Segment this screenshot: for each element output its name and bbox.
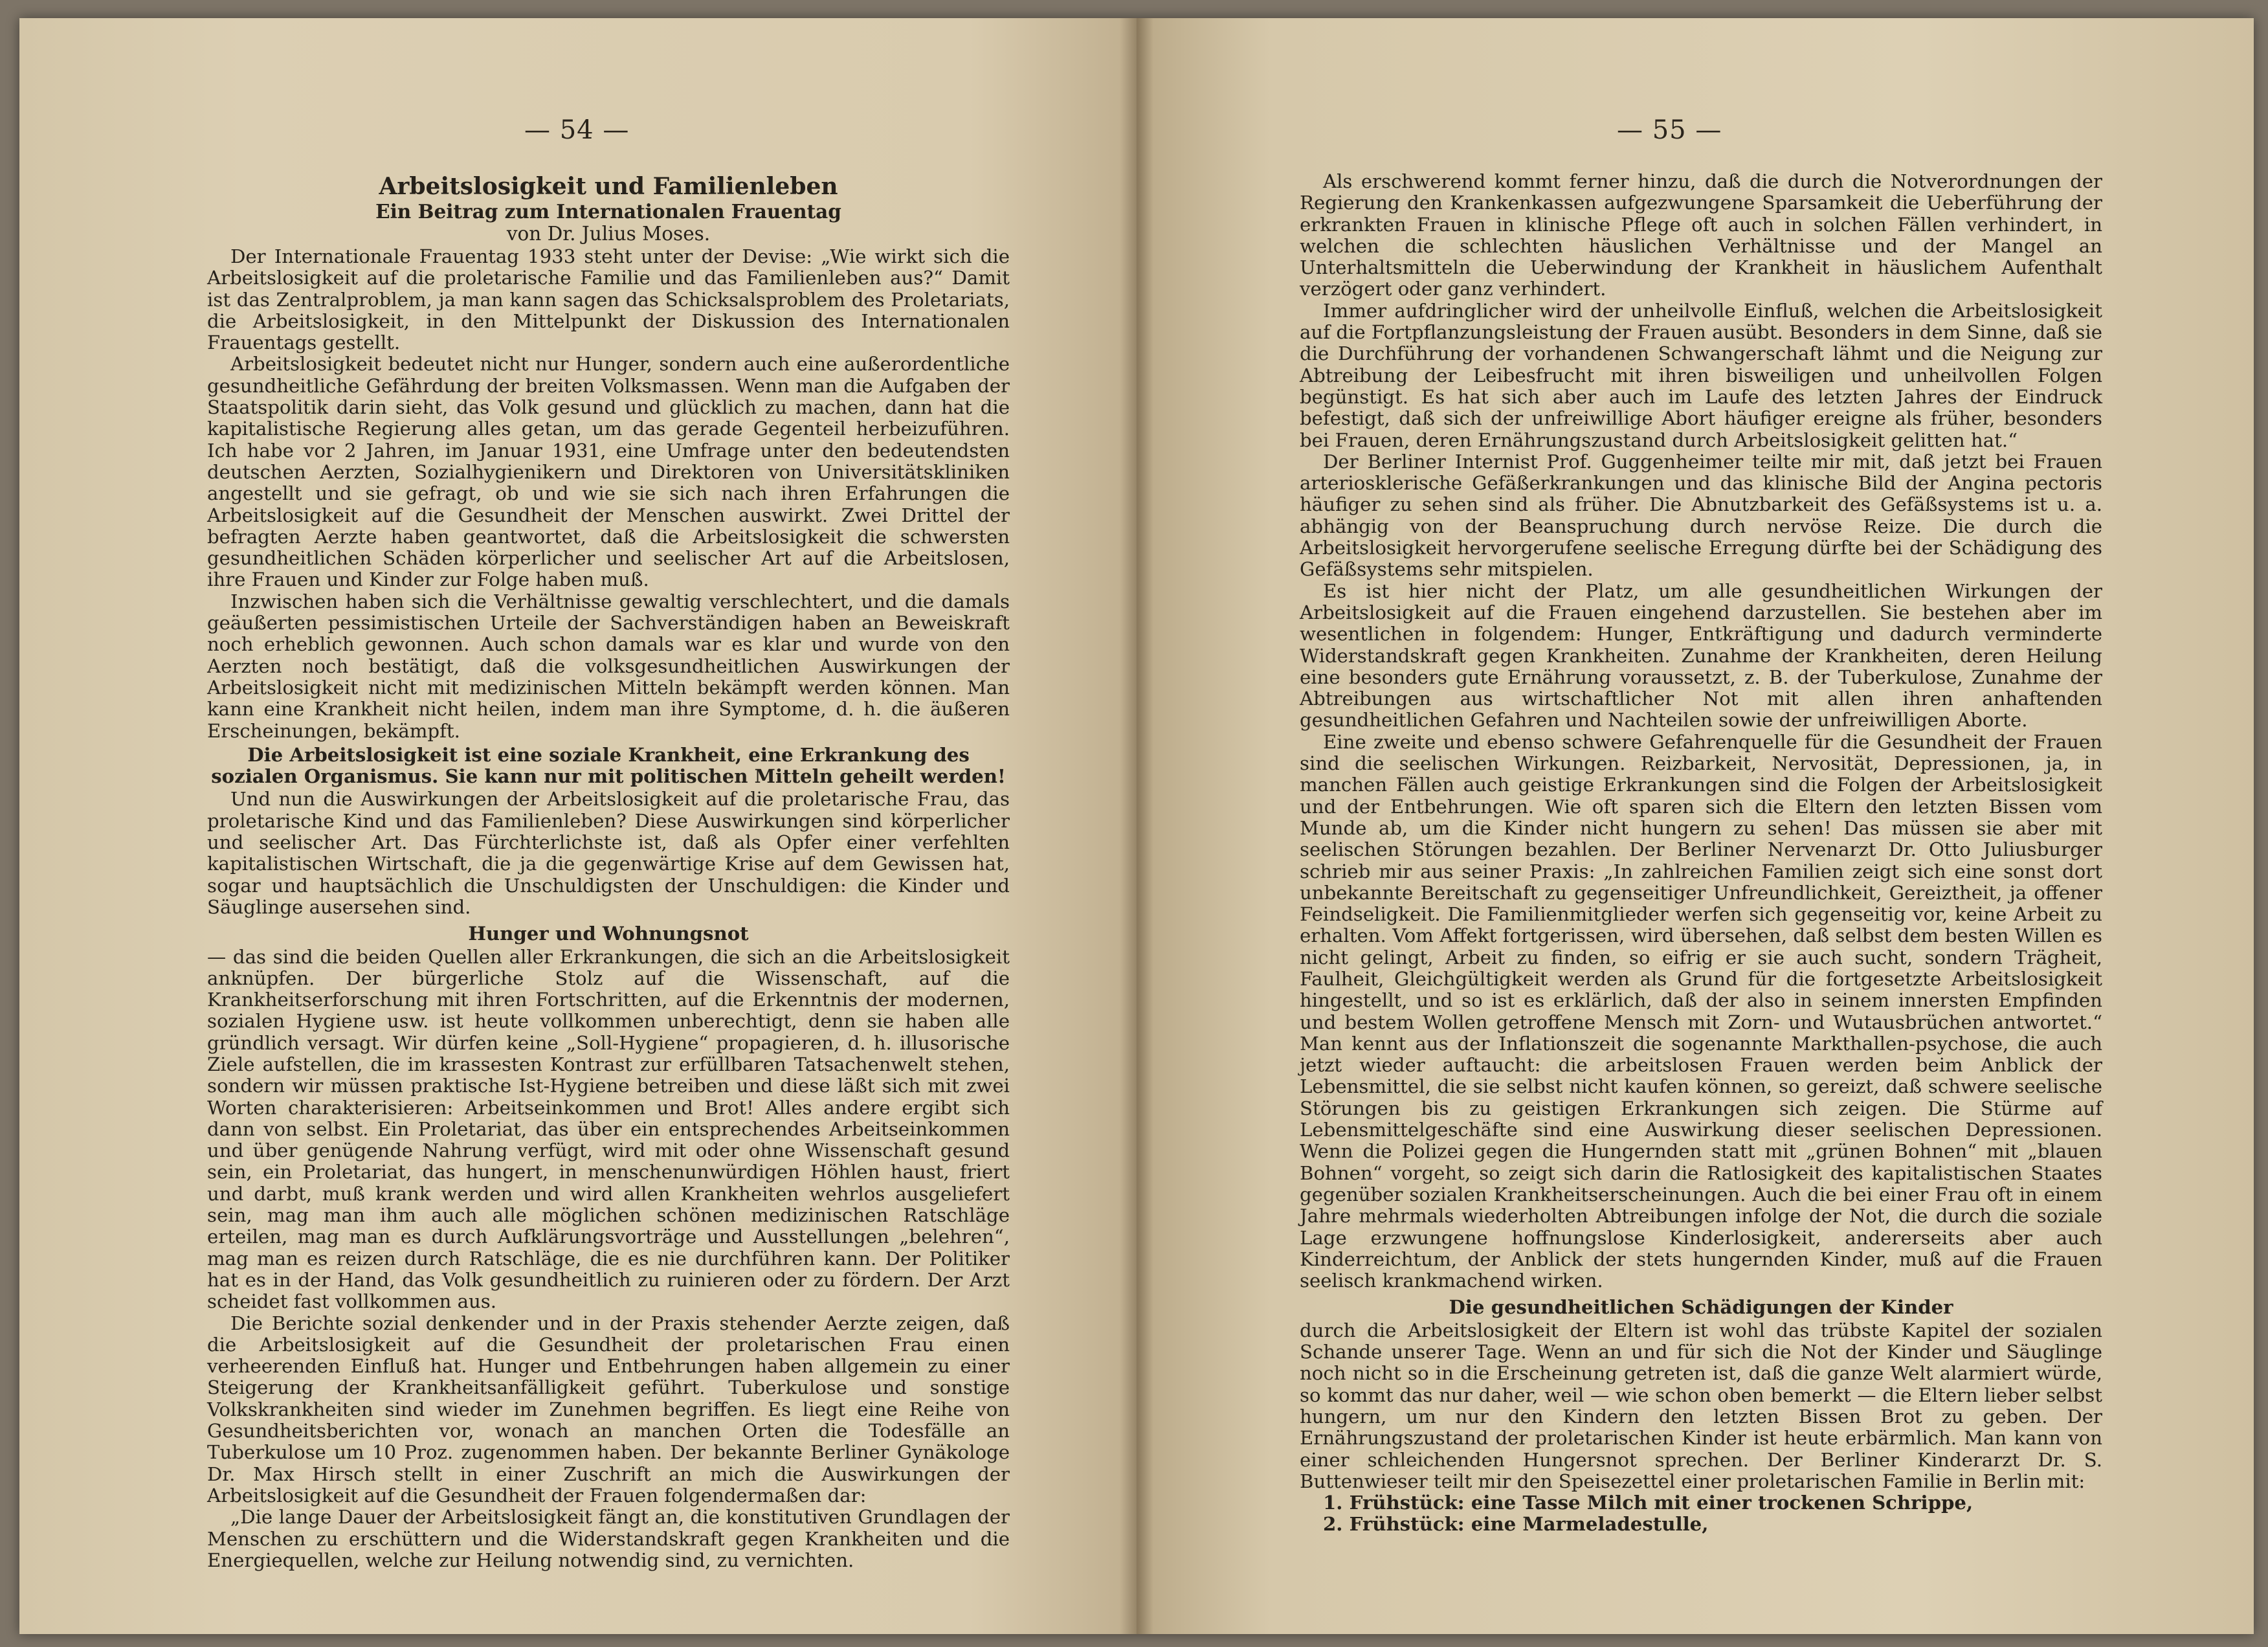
article-title: Arbeitslosigkeit und Familienleben [379,173,838,200]
page-55 [1137,18,2254,1634]
paragraph: Die Berichte sozial denkender und in der Praxis stehender Aerzte zeigen, daß die Arbeitslosigkeit auf die Gesundheit der proletarischen Frau einen verheerenden Einfluß hat. Hunger und Entbehrungen haben allgemein zu einer Steigerung der Krankheitsanfälligkeit geführt. Tuberkulose und sonstige Volkskrankheiten sind wieder im Zunehmen begriffen. Es liegt eine Reihe von Gesundheitsberichten vor, wonach an manchen Orten die Todesfälle an Tuberkulose um 10 Proz. zugenommen haben. Der bekannte Berliner Gynäkologe Dr. Max Hirsch stellt in einer Zuschrift an mich die Auswirkungen der Arbeitslosigkeit auf die Gesundheit der Frauen folgendermaßen dar: [207,1312,1010,1507]
book-gutter [1120,18,1153,1634]
page-number: — 55 — [1617,115,1722,145]
bold-statement: Die Arbeitslosigkeit ist eine soziale Krankheit, eine Erkrankung des sozialen Organismus. Sie kann nur mit politischen Mitteln geheilt werden! [211,743,1006,788]
page-number: — 54 — [524,115,630,145]
page-54 [19,18,1137,1634]
paragraph: Der Berliner Internist Prof. Guggenheimer teilte mir mit, daß jetzt bei Frauen arteriosklerische Gefäßerkrankungen und das klinische Bild der Angina pectoris häufiger zu sehen sind als früher. Die Abnutzbarkeit des Gefäßsystems ist u. a. abhängig von der Beanspruchung durch nervöse Reize. Die durch die Arbeitslosigkeit hervorgerufene seelische Erregung dürfte bei der Schädigung des Gefäßsystems sehr mitspielen. [1300,450,2102,581]
list-item: 2. Frühstück: eine Marmeladestulle, [1323,1513,1709,1536]
section-heading: Die gesundheitlichen Schädigungen der Kinder [1449,1296,1953,1319]
quote-paragraph: „Die lange Dauer der Arbeitslosigkeit fängt an, die konstitutiven Grundlagen der Menschen zu erschüttern und die Widerstandskraft gegen Krankheiten und die Energiequellen, welche zur Heilung notwendig sind, zu vernichten. [207,1506,1010,1571]
paragraph: Eine zweite und ebenso schwere Gefahrenquelle für die Gesundheit der Frauen sind die seelischen Wirkungen. Reizbarkeit, Nervosität, Depressionen, ja, in manchen Fällen auch geistige Erkrankungen sind die Folgen der Arbeitslosigkeit und der Entbehrungen. Wie oft sparen sich die Eltern den letzten Bissen vom Munde ab, um die Kinder nicht hungern zu sehen! Das müssen sie aber mit seelischen Störungen bezahlen. Der Berliner Nervenarzt Dr. Otto Juliusburger schrieb mir aus seiner Praxis: „In zahlreichen Familien zeigt sich eine sonst dort unbekannte Bereitschaft zu gegenseitiger Unfreundlichkeit, Gereiztheit, ja offener Feindseligkeit. Die Familienmitglieder werfen sich gegenseitig vor, keine Arbeit zu erhalten. Vom Affekt fortgerissen, wird übersehen, daß selbst dem besten Willen es nicht gelingt, Arbeit zu finden, so eifrig er sie auch sucht, sondern Trägheit, Faulheit, Gleichgültigkeit werden als Grund für die fortgesetzte Arbeitslosigkeit hingestellt, und so ist es erklärlich, daß der also in seinem innersten Empfinden und bestem Wollen getroffene Mensch mit Zorn- und Wutausbrüchen antwortet.“ Man kennt aus der Inflationszeit die sogenannte Markthallen-psychose, die auch jetzt wieder auftaucht: die arbeitslosen Frauen werden beim Anblick der Lebensmittel, die sie selbst nicht kaufen können, so gereizt, daß schwere seelische Störungen bis zu geistigen Erkrankungen sich zeigen. Die Stürme auf Lebensmittelgeschäfte sind eine Auswirkung dieser seelischen Depressionen. Wenn die Polizei gegen die Hungernden statt mit „grünen Bohnen“ mit „blauen Bohnen“ vorgeht, so zeigt sich darin die Ratlosigkeit des kapitalistischen Staates gegenüber sozialen Krankheitserscheinungen. Auch die bei einer Frau oft in einem Jahre mehrmals wiederholten Abtreibungen infolge der Not, die durch die soziale Lage erzwungene hoffnungslose Kinderlosigkeit, andererseits aber auch Kinderreichtum, der Anblick der stets hungernden Kinder, muß auf die Frauen seelisch krankmachend wirken. [1300,730,2102,1292]
paragraph: Und nun die Auswirkungen der Arbeitslosigkeit auf die proletarische Frau, das proletarische Kind und das Familienleben? Diese Auswirkungen sind körperlicher und seelischer Art. Das Fürchterlichste ist, daß als Opfer einer verfehlten kapitalistischen Wirtschaft, die ja die gegenwärtige Krise auf dem Gewissen hat, sogar und hauptsächlich die Unschuldigsten der Unschuldigen: die Kinder und Säuglinge ausersehen sind. [207,788,1010,918]
booklet-spread [19,18,2254,1634]
paragraph: durch die Arbeitslosigkeit der Eltern ist wohl das trübste Kapitel der sozialen Schande unserer Tage. Wenn an und für sich die Not der Kinder und Säuglinge noch nicht so in die Erscheinung getreten ist, daß die ganze Welt alarmiert würde, so kommt das nur daher, weil — wie schon oben bemerkt — die Eltern lieber selbst hungern, um nur den Kindern den letzten Bissen Brot zu geben. Der Ernährungszustand der proletarischen Kinder ist heute erbärmlich. Man kann von einer schleichenden Hungersnot sprechen. Der Berliner Kinderarzt Dr. S. Buttenwieser teilt mir den Speisezettel einer proletarischen Familie in Berlin mit: [1300,1319,2102,1492]
left-text-column [207,167,1010,1571]
paragraph: Als erschwerend kommt ferner hinzu, daß die durch die Notverordnungen der Regierung den Krankenkassen aufgezwungene Sparsamkeit die Ueberführung der erkrankten Frauen in klinische Pflege oft auch in solchen Fällen verhindert, in welchen die schlechten häuslichen Verhältnisse und der Mangel an Unterhaltsmitteln die Ueberwindung der Krankheit in häuslichem Aufenthalt verzögert oder ganz verhindert. [1300,170,2102,300]
paragraph: Der Internationale Frauentag 1933 steht unter der Devise: „Wie wirkt sich die Arbeitslosigkeit auf die proletarische Familie und das Familienleben aus?“ Damit ist das Zentralproblem, ja man kann sagen das Schicksalsproblem des Proletariats, die Arbeitslosigkeit, in den Mittelpunkt der Diskussion des Internationalen Frauentags gestellt. [207,245,1010,354]
paragraph: Arbeitslosigkeit bedeutet nicht nur Hunger, sondern auch eine außerordentliche gesundheitliche Gefährdung der breiten Volksmassen. Wenn man die Aufgaben der Staatspolitik darin sieht, das Volk gesund und glücklich zu machen, dann hat die kapitalistische Regierung alles getan, um das gerade Gegenteil herbeizuführen. Ich habe vor 2 Jahren, im Januar 1931, eine Umfrage unter den bedeutendsten deutschen Aerzten, Sozialhygienikern und Direktoren von Universitätskliniken angestellt und sie gefragt, ob und wie sie sich nach ihren Erfahrungen die Arbeitslosigkeit auf die Gesundheit der Menschen auswirkt. Zwei Drittel der befragten Aerzte haben geantwortet, daß die Arbeitslosigkeit die schwersten gesundheitlichen Schäden körperlicher und seelischer Art auf die Arbeitslosen, ihre Frauen und Kinder zur Folge haben muß. [207,353,1010,591]
paragraph: Inzwischen haben sich die Verhältnisse gewaltig verschlechtert, und die damals geäußerten pessimistischen Urteile der Sachverständigen haben an Beweiskraft noch erheblich gewonnen. Auch schon damals war es klar und wurde von den Aerzten noch bestätigt, daß die volksgesundheitlichen Auswirkungen der Arbeitslosigkeit nicht mit medizinischen Mitteln bekämpft werden können. Man kann eine Krankheit nicht heilen, indem man ihre Symptome, d. h. die äußeren Erscheinungen, bekämpft. [207,590,1010,742]
right-text-column [1300,171,2102,1536]
paragraph: Immer aufdringlicher wird der unheilvolle Einfluß, welchen die Arbeitslosigkeit auf die Fortpflanzungsleistung der Frauen ausübt. Besonders in dem Sinne, daß sie die Durchführung der vorhandenen Schwangerschaft lähmt und die Neigung zur Abtreibung der Leibesfrucht mit ihren bisweiligen und unheilvollen Folgen begünstigt. Es hat sich aber auch im Laufe des letzten Jahres der Eindruck befestigt, daß sich der unfreiwillige Abort häufiger ereigne als früher, besonders bei Frauen, deren Ernährungszustand durch Arbeitslosigkeit gelitten hat.“ [1300,299,2102,451]
menu-list [1300,1492,2102,1536]
paragraph: — das sind die beiden Quellen aller Erkrankungen, die sich an die Arbeitslosigkeit anknüpfen. Der bürgerliche Stolz auf die Wissenschaft, auf die Krankheitserforschung mit ihren Fortschritten, auf die Erkenntnis der modernen, sozialen Hygiene usw. ist heute vollkommen unberechtigt, denn sie haben alle gründlich versagt. Wir dürfen keine „Soll-Hygiene“ propagieren, d. h. illusorische Ziele aufstellen, die im krassesten Kontrast zur erfüllbaren Tatsachenwelt stehen, sondern wir müssen praktische Ist-Hygiene betreiben und diese läßt sich mit zwei Worten charakterisieren: Arbeitseinkommen und Brot! Alles andere ergibt sich dann von selbst. Ein Proletariat, das über ein entsprechendes Arbeitseinkommen und über genügende Nahrung verfügt, wird mit oder ohne Wissenschaft gesund sein, ein Proletariat, das hungert, in menschenunwürdigen Höhlen haust, friert und darbt, muß krank werden und wird allen Krankheiten wehrlos ausgeliefert sein, mag man ihm auch alle möglichen schönen medizinischen Ratschläge erteilen, mag man es durch Aufklärungsvorträge und Ausstellungen „belehren“, mag man es reizen durch Ratschläge, die es nie durchführen kann. Der Politiker hat es in der Hand, das Volk gesundheitlich zu ruinieren oder zu fördern. Der Arzt scheidet fast vollkommen aus. [207,945,1010,1313]
article-subtitle: Ein Beitrag zum Internationalen Frauentag [375,200,841,223]
paragraph: Es ist hier nicht der Platz, um alle gesundheitlichen Wirkungen der Arbeitslosigkeit auf die Frauen eingehend darzustellen. Sie bestehen aber im wesentlichen in folgendem: Hunger, Entkräftigung und dadurch verminderte Widerstandskraft gegen Krankheiten. Zunahme der Krankheiten, deren Heilung eine besonders gute Ernährung voraussetzt, z. B. der Tuberkulose, Zunahme der Abtreibungen aus wirtschaftlicher Not mit allen ihren anhaftenden gesundheitlichen Gefahren und Nachteilen sowie der unfreiwilligen Aborte. [1300,579,2102,732]
section-heading: Hunger und Wohnungsnot [468,923,749,945]
article-byline: von Dr. Julius Moses. [506,223,711,245]
list-item: 1. Frühstück: eine Tasse Milch mit einer trockenen Schrippe, [1323,1492,1973,1514]
